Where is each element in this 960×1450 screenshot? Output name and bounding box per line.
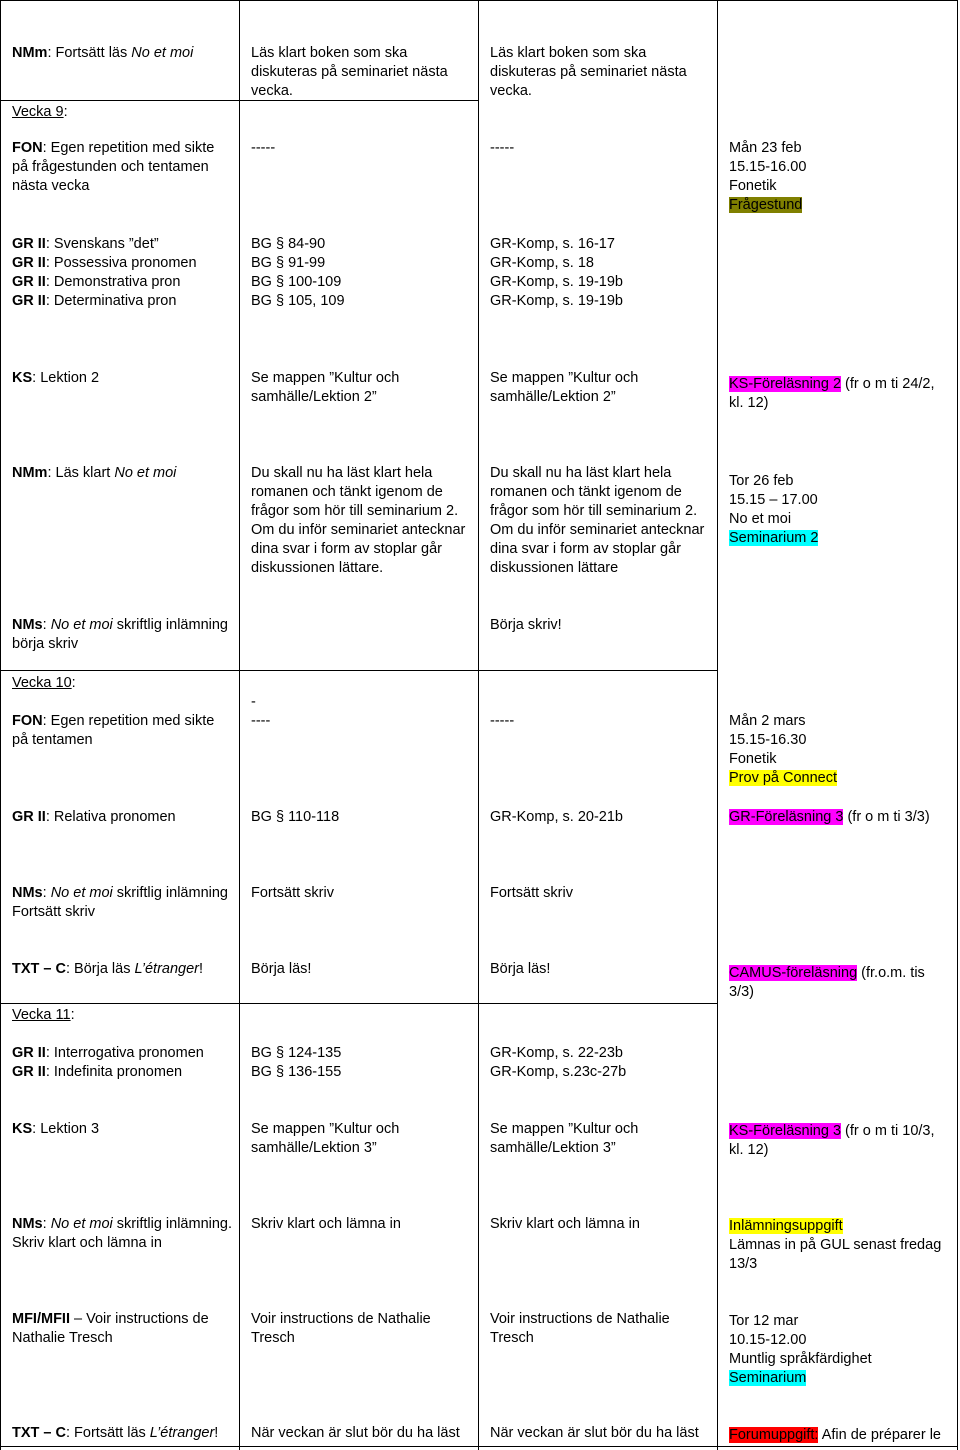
table-border-top: [0, 0, 958, 1]
row-divider: [0, 1003, 717, 1004]
table-divider-1: [239, 0, 240, 1450]
highlight-label: CAMUS-föreläsning: [729, 965, 858, 981]
week-heading: Vecka 9:: [12, 104, 68, 120]
week-heading: Vecka 10:: [12, 675, 76, 691]
row-txt-col3: Börja läs!: [490, 961, 551, 977]
row-ks3-col2: Se mappen ”Kultur och samhälle/Lektion 3”: [251, 1121, 400, 1156]
row-gr-col3: GR-Komp, s. 16-17 GR-Komp, s. 18 GR-Komp, s. 19-19b GR-Komp, s. 19-19b: [490, 236, 623, 309]
row-gr-tasks: GR II: Svenskans ”det” GR II: Possessiva pronomen GR II: Demonstrativa pron GR II: Determinativa pron: [12, 236, 197, 309]
row-gr3-col3: GR-Komp, s. 22-23b GR-Komp, s.23c-27b: [490, 1045, 627, 1080]
table-border-left: [0, 0, 1, 1450]
row-fon-task: FON: Egen repetition med sikte på frågestunden och tentamen nästa vecka: [12, 140, 215, 194]
row-nms-task: NMs: No et moi skriftlig inlämning börja skriv: [12, 617, 228, 652]
row-fon2-col3: -----: [490, 713, 515, 729]
highlight-label: KS-Föreläsning 2: [729, 376, 842, 392]
row-nmm2-col3: Du skall nu ha läst klart hela romanen och tänkt igenom de frågor som hör till seminarium 2. Om du inför seminariet antecknar dina svar i form av stoplar går diskussionen lättare: [490, 465, 705, 576]
highlight-label: Prov på Connect: [729, 770, 838, 786]
row-gr2-col3: GR-Komp, s. 20-21b: [490, 809, 623, 825]
row-txt-task: TXT – C: Börja läs L’étranger!: [12, 961, 204, 977]
row-txt2-col2: När veckan är slut bör du ha läst: [251, 1425, 460, 1441]
week-heading: Vecka 11:: [12, 1007, 75, 1023]
row-nmm-col2: Läs klart boken som ska diskuteras på seminariet nästa vecka.: [251, 45, 448, 99]
row-gr3-tasks: GR II: Interrogativa pronomen GR II: Indefinita pronomen: [12, 1045, 204, 1080]
row-nmm-col3: Läs klart boken som ska diskuteras på seminariet nästa vecka.: [490, 45, 687, 99]
row-fon2-col2: - ----: [251, 694, 271, 729]
row-nms2-col3: Fortsätt skriv: [490, 885, 573, 901]
row-txt-col4: CAMUS-föreläsning (fr.o.m. tis 3/3): [729, 965, 925, 1000]
row-gr2-task: GR II: Relativa pronomen: [12, 809, 176, 825]
row-gr2-col4: GR-Föreläsning 3 (fr o m ti 3/3): [729, 809, 930, 825]
row-gr2-col2: BG § 110-118: [251, 809, 340, 825]
table-divider-2: [478, 0, 479, 1450]
row-ks-col3: Se mappen ”Kultur och samhälle/Lektion 2”: [490, 370, 639, 405]
row-mfi-date: Tor 12 mar 10.15-12.00 Muntlig språkfärdighet Seminarium: [729, 1313, 872, 1386]
row-nms3-task: NMs: No et moi skriftlig inlämning. Skriv klart och lämna in: [12, 1216, 233, 1251]
row-nms3-col4: Inlämningsuppgift Lämnas in på GUL senast fredag 13/3: [729, 1218, 942, 1272]
highlight-label: KS-Föreläsning 3: [729, 1123, 842, 1139]
row-nms2-col2: Fortsätt skriv: [251, 885, 334, 901]
table-border-bottom: [0, 1446, 958, 1447]
row-mfi-col3: Voir instructions de Nathalie Tresch: [490, 1311, 670, 1346]
row-nms-col3: Börja skriv!: [490, 617, 562, 633]
row-gr3-col2: BG § 124-135 BG § 136-155: [251, 1045, 342, 1080]
highlight-label: Frågestund: [729, 197, 803, 213]
row-fon2-date: Mån 2 mars 15.15-16.30 Fonetik Prov på Connect: [729, 713, 838, 786]
highlight-label: GR-Föreläsning 3: [729, 809, 844, 825]
row-nms3-col3: Skriv klart och lämna in: [490, 1216, 640, 1232]
highlight-label: Inlämningsuppgift: [729, 1218, 843, 1234]
highlight-label: Seminarium 2: [729, 530, 819, 546]
row-txt2-col4: Forumuppgift: Afin de préparer le: [729, 1427, 941, 1443]
row-txt2-task: TXT – C: Fortsätt läs L’étranger!: [12, 1425, 219, 1441]
row-txt-col2: Börja läs!: [251, 961, 312, 977]
row-fon-date: Mån 23 feb 15.15-16.00 Fonetik Frågestund: [729, 140, 807, 213]
highlight-label: Forumuppgift:: [729, 1427, 819, 1443]
row-ks3-col4: KS-Föreläsning 3 (fr o m ti 10/3, kl. 12): [729, 1123, 935, 1158]
table-divider-3: [717, 0, 718, 1450]
row-ks-col2: Se mappen ”Kultur och samhälle/Lektion 2”: [251, 370, 400, 405]
row-txt2-col3: När veckan är slut bör du ha läst: [490, 1425, 699, 1441]
row-fon2-task: FON: Egen repetition med sikte på tentamen: [12, 713, 215, 748]
table-border-right: [957, 0, 958, 1450]
highlight-label: Seminarium: [729, 1370, 807, 1386]
row-nmm-task: NMm: Fortsätt läs No et moi: [12, 45, 194, 61]
row-mfi-col2: Voir instructions de Nathalie Tresch: [251, 1311, 431, 1346]
row-nmm2-task: NMm: Läs klart No et moi: [12, 465, 177, 481]
row-ks3-col3: Se mappen ”Kultur och samhälle/Lektion 3”: [490, 1121, 639, 1156]
row-fon-col3: -----: [490, 140, 515, 156]
row-ks-task: KS: Lektion 2: [12, 370, 100, 386]
row-divider: [0, 670, 717, 671]
row-mfi-task: MFI/MFII – Voir instructions de Nathalie Tresch: [12, 1311, 209, 1346]
row-fon-col2: -----: [251, 140, 276, 156]
row-nmm2-col2: Du skall nu ha läst klart hela romanen och tänkt igenom de frågor som hör till seminarium 2. Om du inför seminariet antecknar dina svar i form av stoplar går diskussionen lättare.: [251, 465, 466, 576]
row-nmm2-date: Tor 26 feb 15.15 – 17.00 No et moi Seminarium 2: [729, 473, 819, 546]
row-nms3-col2: Skriv klart och lämna in: [251, 1216, 401, 1232]
row-ks3-task: KS: Lektion 3: [12, 1121, 100, 1137]
row-gr-col2: BG § 84-90 BG § 91-99 BG § 100-109 BG § 105, 109: [251, 236, 345, 309]
row-ks-col4: KS-Föreläsning 2 (fr o m ti 24/2, kl. 12): [729, 376, 935, 411]
row-nms2-task: NMs: No et moi skriftlig inlämning Fortsätt skriv: [12, 885, 228, 920]
